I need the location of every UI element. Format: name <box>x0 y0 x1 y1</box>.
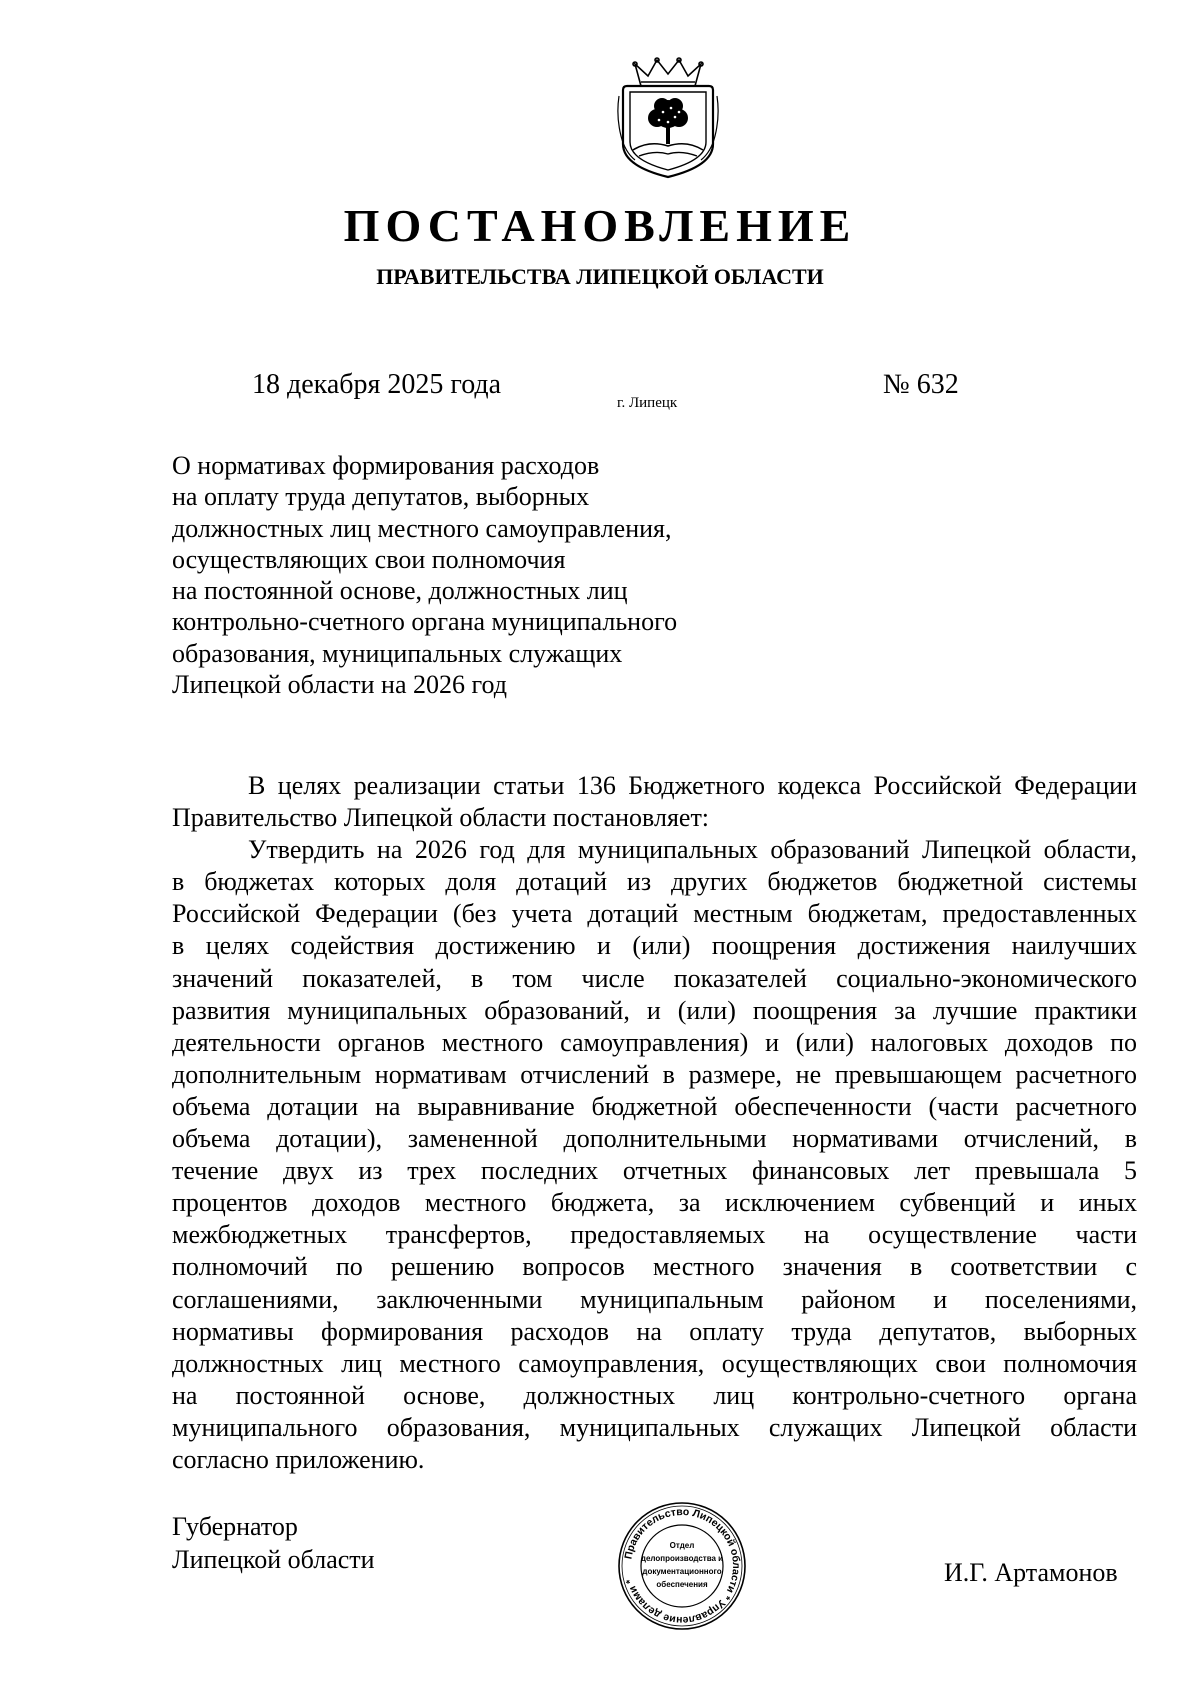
stamp-ring-text: Правительство Липецкой области * Управление делами * <box>622 1505 743 1627</box>
body-line: нормативы формирования расходов на оплату труда депутатов, выборных <box>172 1316 1137 1346</box>
body-line: процентов доходов местного бюджета, за исключением субвенций и иных <box>172 1188 1137 1218</box>
subject-line: образования, муниципальных служащих <box>172 638 623 668</box>
body-line: значений показателей, в том числе показателей социально-экономического <box>172 963 1137 993</box>
subject-line: Липецкой области на 2026 год <box>172 670 508 700</box>
body-line: межбюджетных трансфертов, предоставляемых на осуществление части <box>172 1220 1137 1250</box>
body-line: в бюджетах которых доля дотаций из других бюджетов бюджетной системы <box>172 867 1137 897</box>
document-body <box>172 770 1137 1476</box>
body-line: В целях реализации статьи 136 Бюджетного кодекса Российской Федерации <box>248 771 1137 800</box>
stamp-center-line: документационного <box>642 1567 722 1576</box>
stamp-center-line: обеспечения <box>656 1580 708 1589</box>
document-number: № 632 <box>883 369 959 400</box>
body-line: объема дотации), замененной дополнительными нормативами отчислений, в <box>172 1124 1137 1154</box>
subject-line: О нормативах формирования расходов <box>172 451 600 480</box>
body-line: должностных лиц местного самоуправления, осуществляющих свои полномочия <box>172 1348 1137 1378</box>
subject-line: на постоянной основе, должностных лиц <box>172 576 628 606</box>
subject-line: на оплату труда депутатов, выборных <box>172 482 590 512</box>
signer-position <box>172 1510 375 1576</box>
body-line: Утвердить на 2026 год для муниципальных образований Липецкой области, <box>248 835 1137 865</box>
stamp-center-line: Отдел <box>669 1541 695 1550</box>
body-line: в целях содействия достижению и (или) поощрения достижения наилучших <box>172 931 1137 961</box>
signer-position-line: Губернатор <box>172 1512 298 1541</box>
body-line: деятельности органов местного самоуправления) и (или) налоговых доходов по <box>172 1027 1137 1057</box>
document-city: г. Липецк <box>617 395 678 411</box>
svg-text:Правительство Липецкой области <box>622 1506 742 1626</box>
subject-line: осуществляющих свои полномочия <box>172 544 566 574</box>
signer-position-line: Липецкой области <box>172 1545 375 1574</box>
body-line: Правительство Липецкой области постановляет: <box>172 803 710 833</box>
body-line: соглашениями, заключенными муниципальным районом и поселениями, <box>172 1284 1137 1314</box>
body-line: на постоянной основе, должностных лиц контрольно-счетного органа <box>172 1380 1137 1410</box>
document-title: ПОСТАНОВЛЕНИЕ <box>343 200 857 251</box>
body-line: согласно приложению. <box>172 1444 425 1474</box>
body-line: дополнительным нормативам отчислений в размере, не превышающем расчетного <box>172 1059 1137 1089</box>
coat-of-arms-icon <box>615 56 721 180</box>
body-line: развития муниципальных образований, и (или) поощрения за лучшие практики <box>172 995 1137 1025</box>
body-line: объема дотации на выравнивание бюджетной обеспеченности (части расчетного <box>172 1091 1137 1121</box>
document-date: 18 декабря 2025 года <box>252 369 502 400</box>
signer-name: И.Г. Артамонов <box>944 1558 1118 1587</box>
official-stamp-icon <box>616 1500 748 1632</box>
body-line: течение двух из трех последних отчетных финансовых лет превышала 5 <box>172 1156 1137 1186</box>
body-line: полномочий по решению вопросов местного значения в соответствии с <box>172 1252 1137 1282</box>
subject-line: должностных лиц местного самоуправления, <box>172 513 672 543</box>
body-line: Российской Федерации (без учета дотаций местным бюджетам, предоставленных <box>172 899 1137 929</box>
subject-line: контрольно-счетного органа муниципального <box>172 607 678 637</box>
document-subtitle: ПРАВИТЕЛЬСТВА ЛИПЕЦКОЙ ОБЛАСТИ <box>376 264 824 289</box>
document-subject <box>172 450 732 700</box>
stamp-center-line: делопроизводства и <box>640 1554 724 1563</box>
body-line: муниципального образования, муниципальных служащих Липецкой области <box>172 1412 1137 1442</box>
